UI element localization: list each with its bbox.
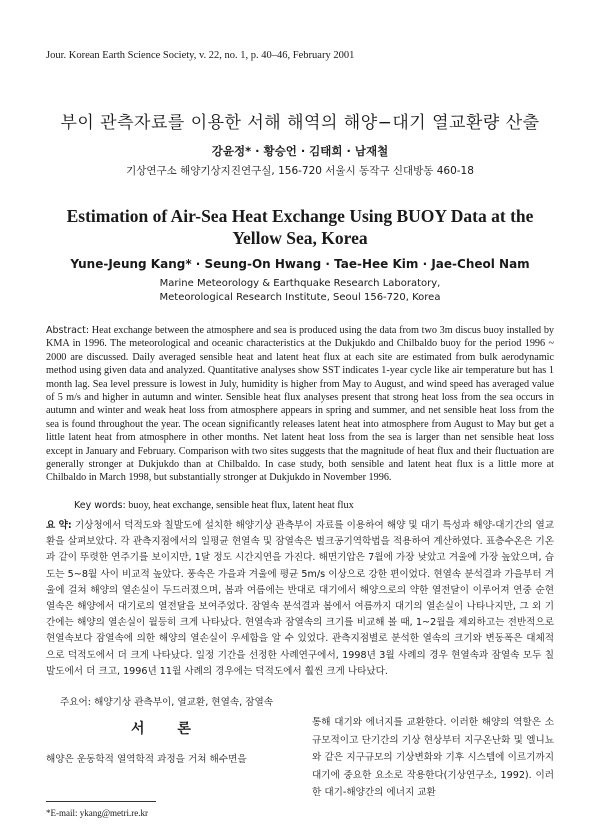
- section-heading: 서 론: [131, 721, 205, 737]
- korean-abstract: [46, 518, 554, 680]
- intro-right-text: 통해 대기와 에너지를 교환한다. 이러한 해양의 역할은 소규모적이고 단기간의 기상 현상부터 지구온난화 및 엘니뇨와 같은 지구규모의 기상변화와 기후 시스템에 이르기까지 대기에 중요한 요소로 작용한다(기상연구소, 1992). 이러한 대기-해양간의 에너지 교환: [312, 717, 554, 799]
- korean-keywords-text: 해양기상 관측부이, 열교환, 현열속, 잠열속: [94, 697, 274, 708]
- korean-keywords: [60, 694, 540, 708]
- english-title: [0, 205, 600, 249]
- abstract-label: Abstract:: [46, 325, 90, 336]
- english-title-line1: Estimation of Air-Sea Heat Exchange Using BUOY Data at the: [66, 206, 534, 226]
- footnote-divider: [46, 801, 156, 802]
- intro-left-text: 해양은 운동학적 열역학적 과정을 거쳐 해수면을: [46, 754, 247, 765]
- english-affiliation-line1: Marine Meteorology & Earthquake Research Laboratory,: [159, 278, 441, 289]
- korean-abstract-label: 요 약:: [46, 520, 72, 531]
- keywords-text: buoy, heat exchange, sensible heat flux, latent heat flux: [128, 500, 354, 511]
- korean-keywords-label: 주요어:: [60, 697, 92, 708]
- english-affiliation-line2: Meteorological Research Institute, Seoul 156-720, Korea: [159, 292, 441, 303]
- english-title-line2: Yellow Sea, Korea: [232, 228, 368, 248]
- abstract: [46, 324, 554, 485]
- journal-citation: Jour. Korean Earth Science Society, v. 22, no. 1, p. 40–46, February 2001: [46, 50, 355, 61]
- english-affiliation: [0, 277, 600, 305]
- keywords: [74, 500, 554, 511]
- korean-authors: 강윤정* · 황승언 · 김태희 · 남재철: [211, 144, 389, 158]
- korean-affiliation: 기상연구소 해양기상지진연구실, 156-720 서울시 동작구 신대방동 460-18: [126, 165, 474, 177]
- intro-left-column: [46, 718, 290, 738]
- korean-title: 부이 관측자료를 이용한 서해 해역의 해양−대기 열교환량 산출: [60, 113, 540, 133]
- english-authors: Yune-Jeung Kang* · Seung-On Hwang · Tae-Hee Kim · Jae-Cheol Nam: [70, 257, 530, 271]
- keywords-label: Key words:: [74, 500, 126, 511]
- abstract-text: Heat exchange between the atmosphere and sea is produced using the data from two 3m discus buoy installed by KMA in 1996. The meteorological and oceanic characteristics at the Dukjukdo and Chilbaldo buoy for the period 1996 ~ 2000 are discussed. Daily averaged sensible heat and latent heat flux at each site are estimated from bulk aerodynamic method using given data and analyzed. Quantitative analyses show SST indicates 1-year cycle like air temperature but has 1 month lag. Sea level pressure is lowest in July, humidity is higher from May to August, and wind speed has averaged value of 5 m/s and higher in autumn and winter. Sensible heat flux analyses present that strong heat loss from the sea occurs in autumn and winter and weak heat loss from atmosphere appears in spring and summer, and net sensible heat loss from the sea is found throughout the year. The ocean significantly releases latent heat into atmosphere from August to May but get a little latent heat from atmosphere in other months. Net latent heat loss from the sea is larger than net sensible heat loss except in January and February. Comparison with two sites suggests that the magnitude of heat flux and their fluctuation are generally stronger at Dukjukdo than at Chilbaldo. In case study, both sensible and latent heat flux is a little more at Chilbaldo in March 1998, but substantially stronger at Dukjukdo in November 1996.: [46, 325, 555, 484]
- footnote-email: *E-mail: ykang@metri.re.kr: [46, 808, 149, 818]
- korean-abstract-text: 기상청에서 덕적도와 칠발도에 설치한 해양기상 관측부이 자료를 이용하여 해양 및 대기 특성과 해양-대기간의 열교환을 살펴보았다. 각 관측지점에서의 일평균 현열속 및 잠열속은 벌크공기역학법을 적용하여 계산하였다. 표층수온은 기온과 같이 뚜렷한 연주기를 보이지만, 1달 정도 시간지연을 가진다. 해면기압은 7월에 가장 낮았고 겨울에 가장 높았으며, 습도는 5~8월 사이 비교적 높았다. 풍속은 가을과 겨울에 평균 5m/s 이상으로 강한 편이었다. 현열속 분석결과 가을부터 겨울에 걸쳐 해양의 열손실이 두드러졌으며, 봄과 여름에는 반대로 대기에서 해양으로의 약한 열전달이 이루어져 연중 순현열속은 해양에서 대기로의 열전달을 보여주었다. 잠열속 분석결과 봄에서 여름까지 대기의 열손실이 나타나지만, 그 외 기간에는 해양의 열손실이 월등히 크게 나타났다. 현열속과 잠열속의 크기를 비교해 볼 때, 1~2월을 제외하고는 전반적으로 현열속보다 잠열속에 의한 해양의 열손실이 우세함을 알 수 있었다. 관측지점별로 분석한 열속의 크기와 변동폭은 대체적으로 덕적도에서 더 크게 나타났다. 일정 기간을 선정한 사례연구에서, 1998년 3월 사례의 경우 현열속과 잠열속 모두 칠발도에서 더 크고, 1996년 11월 사례의 경우에는 덕적도에서 훨씬 크게 나타났다.: [46, 520, 554, 677]
